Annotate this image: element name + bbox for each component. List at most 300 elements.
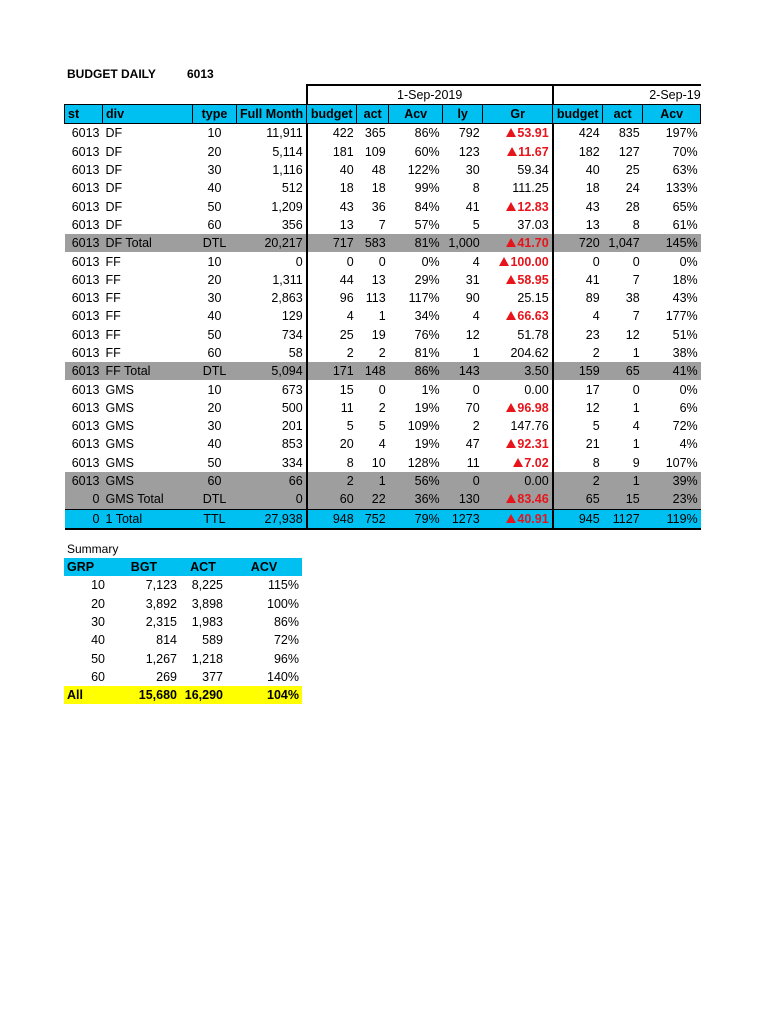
cell-act-1: 365 — [364, 126, 386, 141]
cell-act-2: 38 — [625, 291, 640, 306]
cell-budget-1: 8 — [307, 454, 357, 472]
cell-acv-2: 18% — [672, 272, 698, 287]
cell-div: GMS — [105, 455, 134, 470]
cell-gr: 111.25 — [483, 179, 553, 197]
cell-st: 6013 — [65, 362, 103, 380]
cell-acv-2: 72% — [672, 419, 698, 434]
cell-type: DTL — [193, 362, 237, 380]
cell-ly: 143 — [443, 362, 483, 380]
summary-cell-act: 377 — [202, 669, 223, 684]
cell-full-month: 853 — [281, 437, 303, 452]
cell-full-month: 11,911 — [266, 126, 303, 141]
cell-ly: 1 — [472, 346, 480, 360]
summary-cell-grp: All — [64, 686, 108, 704]
cell-full-month: 129 — [281, 309, 303, 324]
cell-div: FF — [105, 309, 121, 324]
cell-budget-1: 181 — [307, 143, 357, 161]
summary-cell-bgt: 269 — [156, 669, 177, 684]
cell-type: 40 — [207, 181, 222, 196]
col-header-st: st — [65, 105, 103, 124]
cell-full-month: 66 — [237, 472, 307, 490]
cell-full-month: 1,116 — [272, 163, 303, 178]
cell-acv-1: 60% — [414, 144, 440, 159]
summary-table — [64, 558, 302, 704]
cell-div: DF — [105, 144, 123, 159]
cell-act-1: 113 — [365, 291, 386, 306]
cell-full-month: 334 — [281, 455, 303, 470]
col-header-type: type — [193, 105, 237, 124]
store-number: 6013 — [187, 67, 214, 81]
table-row — [65, 399, 701, 417]
cell-div: DF — [105, 199, 123, 214]
cell-st: 6013 — [65, 234, 103, 252]
summary-cell-grp: 30 — [91, 615, 105, 630]
cell-ly: 2 — [472, 419, 480, 434]
cell-full-month: 1,311 — [272, 272, 303, 287]
cell-act-1: 7 — [378, 217, 386, 232]
table-row — [65, 161, 701, 179]
up-triangle-icon — [499, 257, 509, 266]
column-header-row — [65, 105, 701, 124]
cell-budget-2: 159 — [553, 362, 603, 380]
cell-full-month: 2,863 — [271, 291, 303, 306]
table-row — [65, 326, 701, 344]
cell-gr — [483, 490, 553, 509]
cell-budget-2: 2 — [553, 472, 603, 490]
cell-acv-1: 57% — [414, 217, 440, 232]
subtotal-row — [65, 234, 701, 252]
cell-budget-2: 4 — [592, 309, 600, 324]
cell-budget-2: 21 — [585, 437, 600, 452]
cell-full-month: 201 — [281, 419, 303, 434]
cell-budget-2: 5 — [592, 419, 600, 434]
table-row — [65, 454, 701, 472]
cell-act-1: 18 — [371, 181, 386, 196]
summary-cell-bgt: 15,680 — [108, 686, 180, 704]
cell-acv-1: 34% — [414, 309, 440, 324]
cell-full-month: 673 — [281, 382, 303, 397]
cell-div: FF Total — [103, 362, 193, 380]
summary-cell-act: 8,225 — [191, 578, 223, 593]
cell-act-2: 1127 — [603, 509, 643, 529]
subtotal-row — [65, 490, 701, 509]
col-header-acv-1: Acv — [389, 105, 443, 124]
cell-type: 40 — [207, 309, 222, 324]
cell-st: 6013 — [71, 382, 100, 397]
cell-st: 6013 — [71, 455, 100, 470]
cell-gr: 51.78 — [483, 326, 553, 344]
cell-acv-1: 1% — [421, 382, 440, 397]
col-header-full-month: Full Month — [237, 105, 307, 124]
cell-act-2: 7 — [632, 272, 640, 287]
cell-st: 6013 — [71, 309, 100, 324]
cell-st: 0 — [65, 490, 103, 509]
cell-type: 50 — [207, 455, 222, 470]
up-triangle-icon — [506, 439, 516, 448]
cell-div: GMS — [103, 472, 193, 490]
cell-gr — [483, 234, 553, 252]
cell-acv-1: 76% — [414, 327, 440, 342]
growth-value: 40.91 — [517, 511, 549, 526]
cell-act-2: 0 — [632, 254, 640, 269]
cell-act-1: 36 — [371, 199, 386, 214]
cell-st: 6013 — [71, 346, 100, 360]
cell-gr — [483, 124, 553, 143]
cell-full-month: 734 — [281, 327, 303, 342]
cell-type: 50 — [207, 199, 222, 214]
cell-acv-2: 63% — [672, 163, 698, 178]
budget-table — [64, 84, 701, 530]
cell-budget-2: 945 — [553, 509, 603, 529]
cell-div: DF — [105, 126, 123, 141]
summary-cell-grp: 40 — [91, 633, 105, 648]
up-triangle-icon — [513, 458, 523, 467]
cell-st: 6013 — [71, 437, 100, 452]
cell-gr: 59.34 — [483, 161, 553, 179]
cell-type: DTL — [193, 234, 237, 252]
cell-act-2: 835 — [618, 126, 640, 141]
summary-cell-bgt: 3,892 — [145, 596, 177, 611]
cell-ly: 31 — [465, 272, 480, 287]
cell-acv-1: 81% — [389, 234, 443, 252]
summary-cell-bgt: 2,315 — [145, 615, 177, 630]
table-row — [65, 252, 701, 270]
table-row — [65, 179, 701, 197]
date-header-2: 2-Sep-19 — [553, 85, 701, 105]
summary-cell-acv: 115% — [267, 578, 299, 593]
cell-gr — [483, 509, 553, 529]
cell-ly: 4 — [472, 309, 480, 324]
summary-cell-acv: 72% — [273, 633, 299, 648]
cell-budget-1: 422 — [307, 124, 357, 143]
growth-value: 58.95 — [517, 272, 549, 287]
cell-gr — [483, 435, 553, 453]
cell-acv-2: 23% — [643, 490, 701, 509]
cell-act-1: 148 — [357, 362, 389, 380]
cell-act-2: 9 — [632, 455, 640, 470]
cell-type: 30 — [207, 291, 222, 306]
cell-act-2: 24 — [625, 181, 640, 196]
col-header-gr: Gr — [483, 105, 553, 124]
col-header-budget-2: budget — [553, 105, 603, 124]
summary-all-row — [64, 686, 302, 704]
cell-full-month: 512 — [281, 181, 303, 196]
cell-acv-2: 119% — [643, 509, 701, 529]
cell-acv-1: 86% — [414, 126, 440, 141]
cell-type: 10 — [207, 126, 222, 141]
cell-gr: 204.62 — [483, 344, 553, 362]
cell-act-2: 0 — [632, 382, 640, 397]
table-row — [65, 143, 701, 161]
summary-cell-act: 1,218 — [191, 651, 223, 666]
cell-budget-1: 18 — [307, 179, 357, 197]
cell-acv-1: 56% — [389, 472, 443, 490]
table-row — [65, 417, 701, 435]
cell-act-1: 5 — [378, 419, 386, 434]
col-header-act-1: act — [357, 105, 389, 124]
cell-budget-2: 424 — [578, 126, 600, 141]
up-triangle-icon — [506, 128, 516, 137]
col-header-budget-1: budget — [307, 105, 357, 124]
summary-cell-acv: 100% — [267, 596, 299, 611]
cell-acv-1: 36% — [389, 490, 443, 509]
cell-full-month: 500 — [281, 400, 303, 415]
cell-full-month: 0 — [237, 490, 307, 509]
cell-st: 6013 — [71, 291, 100, 306]
cell-acv-2: 6% — [679, 400, 698, 415]
table-row — [65, 307, 701, 325]
cell-st: 6013 — [65, 472, 103, 490]
cell-budget-1: 171 — [307, 362, 357, 380]
cell-type: 10 — [207, 382, 222, 397]
cell-gr — [483, 454, 553, 472]
cell-budget-1: 717 — [307, 234, 357, 252]
cell-acv-2: 197% — [665, 126, 698, 141]
cell-acv-1: 0% — [421, 254, 440, 269]
cell-act-1: 2 — [378, 346, 386, 360]
growth-value: 83.46 — [517, 492, 549, 507]
cell-ly: 30 — [465, 163, 480, 178]
cell-st: 0 — [65, 509, 103, 529]
cell-budget-2: 18 — [585, 181, 600, 196]
cell-gr — [483, 197, 553, 215]
table-row — [65, 271, 701, 289]
growth-value: 96.98 — [517, 400, 549, 415]
col-header-div: div — [103, 105, 193, 124]
cell-budget-1: 2 — [307, 472, 357, 490]
cell-budget-1: 0 — [307, 252, 357, 270]
up-triangle-icon — [506, 403, 516, 412]
cell-gr: 0.00 — [483, 380, 553, 398]
cell-acv-1: 122% — [407, 163, 440, 178]
cell-acv-1: 86% — [389, 362, 443, 380]
cell-budget-2: 65 — [553, 490, 603, 509]
cell-budget-2: 182 — [578, 144, 600, 159]
cell-div: 1 Total — [103, 509, 193, 529]
cell-st: 6013 — [71, 419, 100, 434]
cell-act-1: 0 — [378, 382, 386, 397]
cell-ly: 90 — [465, 291, 480, 306]
cell-ly: 0 — [472, 382, 480, 397]
cell-div: GMS — [105, 419, 134, 434]
cell-div: DF — [105, 181, 123, 196]
cell-type: 60 — [207, 217, 222, 232]
cell-budget-1: 40 — [307, 161, 357, 179]
growth-value: 66.63 — [517, 309, 549, 324]
cell-act-2: 1 — [603, 472, 643, 490]
table-row — [65, 216, 701, 234]
cell-budget-2: 2 — [592, 346, 600, 360]
cell-type: 10 — [207, 254, 222, 269]
cell-type: 20 — [207, 272, 222, 287]
cell-acv-2: 0% — [679, 254, 698, 269]
summary-title: Summary — [67, 542, 119, 556]
cell-act-2: 15 — [603, 490, 643, 509]
cell-gr — [483, 143, 553, 161]
cell-st: 6013 — [71, 181, 100, 196]
cell-acv-2: 133% — [665, 181, 698, 196]
cell-st: 6013 — [71, 199, 100, 214]
cell-budget-2: 720 — [553, 234, 603, 252]
cell-act-2: 65 — [603, 362, 643, 380]
growth-value: 53.91 — [517, 126, 549, 141]
cell-gr: 25.15 — [483, 289, 553, 307]
up-triangle-icon — [506, 202, 516, 211]
subtotal-row — [65, 472, 701, 490]
cell-budget-1: 11 — [307, 399, 357, 417]
summary-cell-grp: 50 — [91, 651, 105, 666]
cell-budget-2: 17 — [585, 382, 600, 397]
summary-row — [64, 576, 302, 594]
cell-div: GMS — [105, 400, 134, 415]
summary-row — [64, 631, 302, 649]
cell-budget-2: 41 — [585, 272, 600, 287]
cell-acv-1: 29% — [414, 272, 440, 287]
summary-cell-grp: 10 — [91, 578, 105, 593]
cell-act-2: 4 — [632, 419, 640, 434]
table-row — [65, 344, 701, 362]
cell-ly: 12 — [465, 327, 480, 342]
cell-st: 6013 — [71, 327, 100, 342]
cell-ly: 5 — [472, 217, 480, 232]
cell-div: GMS — [105, 382, 134, 397]
cell-acv-2: 4% — [679, 437, 698, 452]
cell-act-1: 19 — [371, 327, 386, 342]
cell-acv-2: 51% — [672, 327, 698, 342]
cell-act-1: 583 — [357, 234, 389, 252]
cell-full-month: 5,094 — [237, 362, 307, 380]
cell-st: 6013 — [71, 272, 100, 287]
cell-act-1: 10 — [371, 455, 386, 470]
cell-acv-2: 177% — [665, 309, 698, 324]
up-triangle-icon — [506, 275, 516, 284]
cell-budget-2: 43 — [585, 199, 600, 214]
cell-div: FF — [105, 346, 121, 360]
cell-type: 50 — [207, 327, 222, 342]
cell-type: 30 — [207, 419, 222, 434]
cell-act-2: 12 — [625, 327, 640, 342]
cell-type: 60 — [207, 346, 222, 360]
cell-full-month: 58 — [288, 346, 303, 360]
table-row — [65, 380, 701, 398]
cell-acv-2: 145% — [643, 234, 701, 252]
cell-st: 6013 — [71, 144, 100, 159]
col-header-acv-2: Acv — [643, 105, 701, 124]
cell-full-month: 5,114 — [272, 144, 303, 159]
cell-act-1: 4 — [378, 437, 386, 452]
cell-budget-1: 13 — [307, 216, 357, 234]
cell-budget-1: 44 — [307, 271, 357, 289]
cell-acv-2: 107% — [665, 455, 698, 470]
cell-act-1: 109 — [364, 144, 386, 159]
cell-budget-2: 8 — [592, 455, 600, 470]
summary-header-grp: GRP — [64, 558, 108, 576]
summary-header-bgt: BGT — [108, 558, 180, 576]
cell-full-month: 27,938 — [237, 509, 307, 529]
cell-budget-1: 43 — [307, 197, 357, 215]
up-triangle-icon — [506, 494, 516, 503]
summary-row — [64, 649, 302, 667]
cell-act-1: 1 — [378, 309, 386, 324]
cell-div: DF — [105, 217, 123, 232]
cell-act-1: 2 — [378, 400, 386, 415]
summary-row — [64, 595, 302, 613]
table-row — [65, 124, 701, 143]
cell-acv-2: 43% — [672, 291, 698, 306]
cell-type: DTL — [193, 490, 237, 509]
cell-div: GMS — [105, 437, 134, 452]
cell-act-2: 1 — [632, 346, 640, 360]
cell-div: FF — [105, 272, 121, 287]
cell-acv-1: 79% — [389, 509, 443, 529]
table-row — [65, 197, 701, 215]
cell-type: 60 — [193, 472, 237, 490]
summary-cell-acv: 96% — [273, 651, 299, 666]
cell-div: FF — [105, 254, 121, 269]
summary-cell-acv: 86% — [273, 615, 299, 630]
cell-act-2: 1 — [632, 437, 640, 452]
cell-acv-1: 81% — [414, 346, 440, 360]
cell-budget-1: 96 — [307, 289, 357, 307]
cell-full-month: 1,209 — [271, 199, 303, 214]
col-header-ly: ly — [443, 105, 483, 124]
cell-acv-1: 109% — [407, 419, 440, 434]
cell-ly: 1273 — [443, 509, 483, 529]
cell-budget-1: 60 — [307, 490, 357, 509]
cell-gr: 37.03 — [483, 216, 553, 234]
cell-ly: 0 — [443, 472, 483, 490]
cell-act-1: 752 — [357, 509, 389, 529]
summary-row — [64, 668, 302, 686]
summary-cell-act: 3,898 — [191, 596, 223, 611]
cell-gr — [483, 252, 553, 270]
summary-header-act: ACT — [180, 558, 226, 576]
cell-act-2: 1,047 — [603, 234, 643, 252]
col-header-act-2: act — [603, 105, 643, 124]
grand-total-row — [65, 509, 701, 529]
cell-div: FF — [105, 327, 121, 342]
cell-ly: 130 — [443, 490, 483, 509]
cell-acv-2: 70% — [672, 144, 698, 159]
cell-div: FF — [105, 291, 121, 306]
cell-ly: 8 — [472, 181, 480, 196]
cell-ly: 4 — [472, 254, 480, 269]
cell-act-1: 13 — [371, 272, 386, 287]
growth-value: 7.02 — [524, 455, 549, 470]
cell-budget-2: 13 — [585, 217, 600, 232]
cell-budget-2: 0 — [592, 254, 600, 269]
cell-act-2: 7 — [632, 309, 640, 324]
cell-st: 6013 — [71, 254, 100, 269]
up-triangle-icon — [506, 514, 516, 523]
cell-full-month: 356 — [281, 217, 303, 232]
summary-row — [64, 613, 302, 631]
report-title: BUDGET DAILY — [67, 67, 156, 81]
cell-ly: 47 — [465, 437, 480, 452]
cell-st: 6013 — [71, 217, 100, 232]
cell-budget-1: 4 — [307, 307, 357, 325]
cell-type: 40 — [207, 437, 222, 452]
cell-type: 20 — [207, 400, 222, 415]
cell-div: GMS Total — [103, 490, 193, 509]
cell-gr — [483, 271, 553, 289]
summary-cell-act: 1,983 — [191, 615, 223, 630]
cell-st: 6013 — [71, 126, 100, 141]
cell-budget-1: 20 — [307, 435, 357, 453]
summary-cell-acv: 140% — [267, 669, 299, 684]
cell-act-2: 1 — [632, 400, 640, 415]
cell-act-1: 48 — [371, 163, 386, 178]
